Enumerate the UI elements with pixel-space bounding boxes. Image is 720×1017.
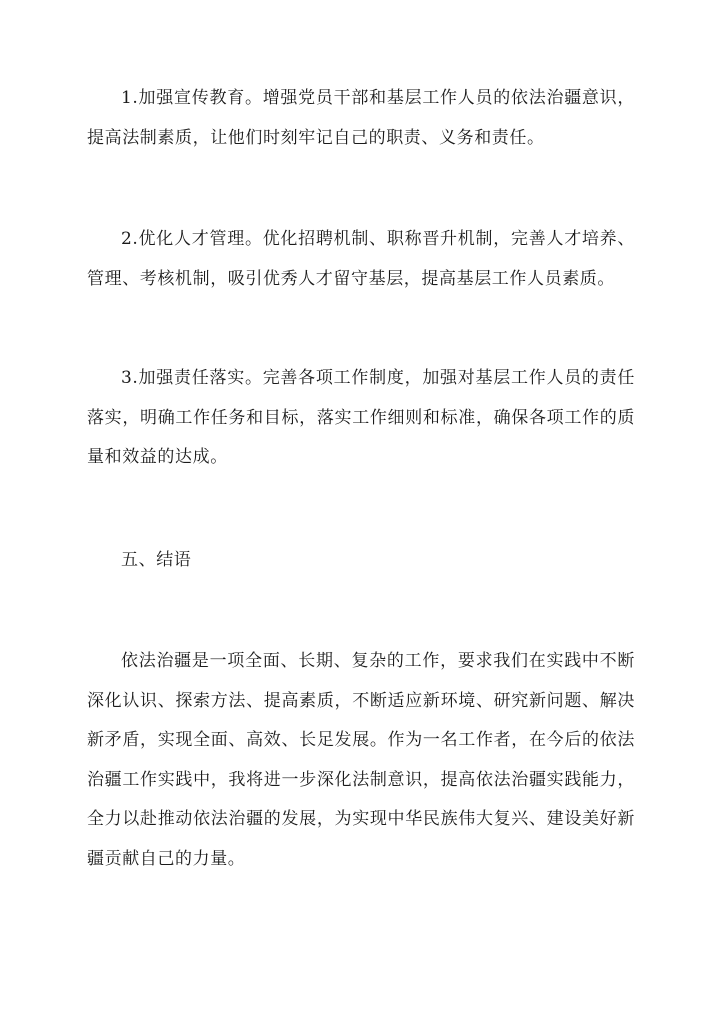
- section-heading: 五、结语: [121, 550, 192, 570]
- paragraph-3: 3.加强责任落实。完善各项工作制度，加强对基层工作人员的责任落实，明确工作任务和目标，落实工作细则和标准，确保各项工作的质量和效益的达成。: [87, 368, 635, 467]
- conclusion-paragraph: 依法治疆是一项全面、长期、复杂的工作，要求我们在实践中不断深化认识、探索方法、提高素质，不断适应新环境、研究新问题、解决新矛盾，实现全面、高效、长足发展。作为一名工作者，在今后的依法治疆工作实践中，我将进一步深化法制意识，提高依法治疆实践能力，全力以赴推动依法治疆的发展，为实现中华民族伟大复兴、建设美好新疆贡献自己的力量。: [87, 651, 635, 869]
- paragraph-2: 2.优化人才管理。优化招聘机制、职称晋升机制，完善人才培养、管理、考核机制，吸引优秀人才留守基层，提高基层工作人员素质。: [87, 229, 635, 289]
- paragraph-1: 1.加强宣传教育。增强党员干部和基层工作人员的依法治疆意识，提高法制素质，让他们时刻牢记自己的职责、义务和责任。: [87, 88, 635, 148]
